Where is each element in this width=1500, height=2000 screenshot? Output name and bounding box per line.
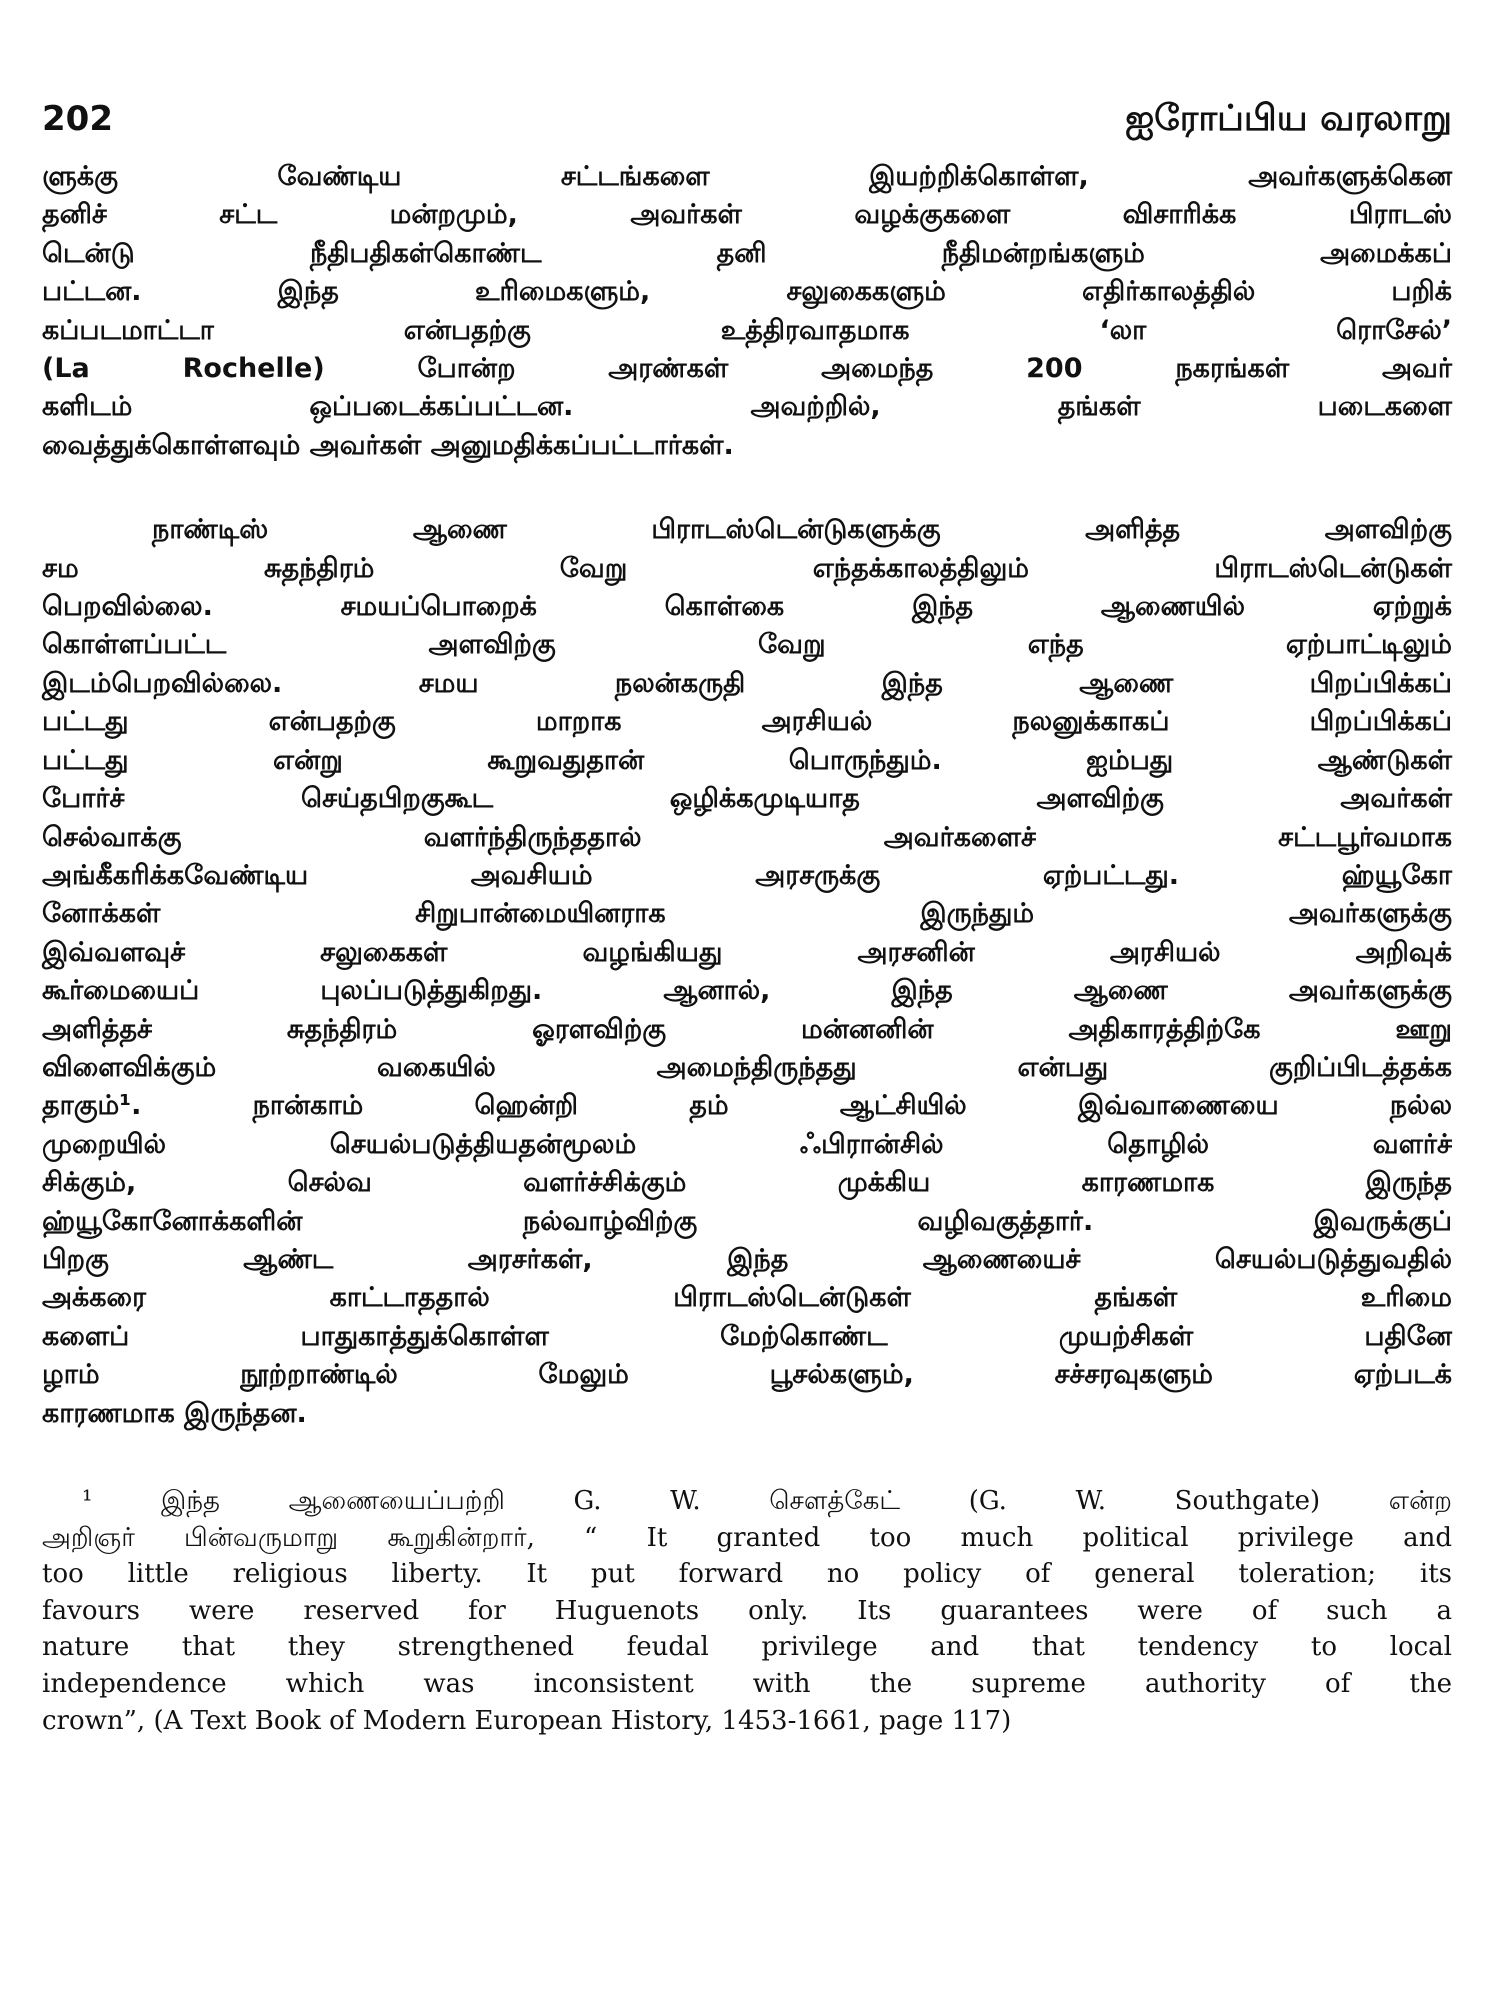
text-line: அங்கீகரிக்கவேண்டிய அவசியம் அரசருக்கு ஏற்பட்டது. ஹ்யூகோ	[42, 859, 1452, 891]
text-line: ழாம் நூற்றாண்டில் மேலும் பூசல்களும், சச்சரவுகளும் ஏற்படக்	[42, 1359, 1452, 1391]
text-line: (La Rochelle) போன்ற அரண்கள் அமைந்த 200 நகரங்கள் அவர்	[42, 353, 1452, 385]
text-line: பட்டன. இந்த உரிமைகளும், சலுகைகளும் எதிர்காலத்தில் பறிக்	[42, 276, 1452, 308]
text-line: தாகும்¹. நான்காம் ஹென்றி தம் ஆட்சியில் இவ்வாணையை நல்ல	[42, 1090, 1452, 1122]
footnote-line: too little religious liberty. It put forward no policy of general toleration; its	[42, 1559, 1452, 1590]
text-line: கூர்மையைப் புலப்படுத்துகிறது. ஆனால், இந்த ஆணை அவர்களுக்கு	[42, 975, 1452, 1007]
text-line: கப்படமாட்டா என்பதற்கு உத்திரவாதமாக ‘லா ரொசேல்’	[42, 314, 1452, 346]
text-line: இவ்வளவுச் சலுகைகள் வழங்கியது அரசனின் அரசியல் அறிவுக்	[42, 936, 1452, 968]
text-line: பிறகு ஆண்ட அரசர்கள், இந்த ஆணையைச் செயல்படுத்துவதில்	[42, 1243, 1452, 1275]
text-line: னோக்கள் சிறுபான்மையினராக இருந்தும் அவர்களுக்கு	[42, 898, 1452, 930]
text-line: இடம்பெறவில்லை. சமய நலன்கருதி இந்த ஆணை பிறப்பிக்கப்	[42, 667, 1452, 699]
footnote-line: crown”, (A Text Book of Modern European History, 1453-1661, page 117)	[42, 1705, 1012, 1736]
text-line: காரணமாக இருந்தன.	[42, 1397, 307, 1429]
text-line: சிக்கும், செல்வ வளர்ச்சிக்கும் முக்கிய காரணமாக இருந்த	[42, 1167, 1452, 1199]
text-line: கொள்ளப்பட்ட அளவிற்கு வேறு எந்த ஏற்பாட்டிலும்	[42, 629, 1452, 661]
text-line: நாண்டிஸ் ஆணை பிராடஸ்டென்டுகளுக்கு அளித்த அளவிற்கு	[152, 514, 1452, 546]
text-line: பட்டது என்பதற்கு மாறாக அரசியல் நலனுக்காகப் பிறப்பிக்கப்	[42, 706, 1452, 738]
footnote-line: ¹ இந்த ஆணையைப்பற்றி G. W. சௌத்கேட் (G. W. Southgate) என்ற	[82, 1486, 1452, 1516]
page-header	[42, 98, 1452, 158]
text-line: தனிச் சட்ட மன்றமும், அவர்கள் வழக்குகளை விசாரிக்க பிராடஸ்	[42, 199, 1452, 231]
text-line: பெறவில்லை. சமயப்பொறைக் கொள்கை இந்த ஆணையில் ஏற்றுக்	[42, 591, 1452, 623]
book-page	[42, 98, 1452, 1739]
text-line: களிடம் ஒப்படைக்கப்பட்டன. அவற்றில், தங்கள் படைகளை	[42, 391, 1452, 423]
text-line: களைப் பாதுகாத்துக்கொள்ள மேற்கொண்ட முயற்சிகள் பதினே	[42, 1320, 1452, 1352]
footnote-line: அறிஞர் பின்வருமாறு கூறுகின்றார், “ It granted too much political privilege and	[42, 1522, 1452, 1553]
footnote-line: independence which was inconsistent with the supreme authority of the	[42, 1668, 1452, 1699]
text-line: டென்டு நீதிபதிகள்கொண்ட தனி நீதிமன்றங்களும் அமைக்கப்	[42, 237, 1452, 269]
text-line: சம சுதந்திரம் வேறு எந்தக்காலத்திலும் பிராடஸ்டென்டுகள்	[42, 552, 1452, 584]
text-line: அளித்தச் சுதந்திரம் ஓரளவிற்கு மன்னனின் அதிகாரத்திற்கே ஊறு	[42, 1013, 1452, 1045]
page-number: 202	[42, 99, 113, 139]
text-line: வைத்துக்கொள்ளவும் அவர்கள் அனுமதிக்கப்பட்டார்கள்.	[42, 429, 734, 461]
text-line: செல்வாக்கு வளர்ந்திருந்ததால் அவர்களைச் சட்டபூர்வமாக	[42, 821, 1452, 853]
text-line: விளைவிக்கும் வகையில் அமைந்திருந்தது என்பது குறிப்பிடத்தக்க	[42, 1051, 1452, 1083]
text-line: முறையில் செயல்படுத்தியதன்மூலம் ஃபிரான்சில் தொழில் வளர்ச்	[42, 1128, 1452, 1160]
footnote-line: nature that they strengthened feudal privilege and that tendency to local	[42, 1632, 1452, 1663]
text-line: அக்கரை காட்டாததால் பிராடஸ்டென்டுகள் தங்கள் உரிமை	[42, 1282, 1452, 1314]
text-line: போர்ச் செய்தபிறகுகூட ஒழிக்கமுடியாத அளவிற்கு அவர்கள்	[42, 783, 1452, 815]
text-line: ஹ்யூகோனோக்களின் நல்வாழ்விற்கு வழிவகுத்தார். இவருக்குப்	[42, 1205, 1452, 1237]
paragraph-1	[42, 158, 1452, 465]
text-line: பட்டது என்று கூறுவதுதான் பொருந்தும். ஐம்பது ஆண்டுகள்	[42, 744, 1452, 776]
footnote	[42, 1483, 1452, 1739]
paragraph-2	[42, 511, 1452, 1433]
running-title: ஐரோப்பிய வரலாறு	[1125, 98, 1452, 139]
footnote-line: favours were reserved for Huguenots only. Its guarantees were of such a	[42, 1595, 1452, 1626]
text-line: ளுக்கு வேண்டிய சட்டங்களை இயற்றிக்கொள்ள, அவர்களுக்கென	[42, 161, 1452, 192]
